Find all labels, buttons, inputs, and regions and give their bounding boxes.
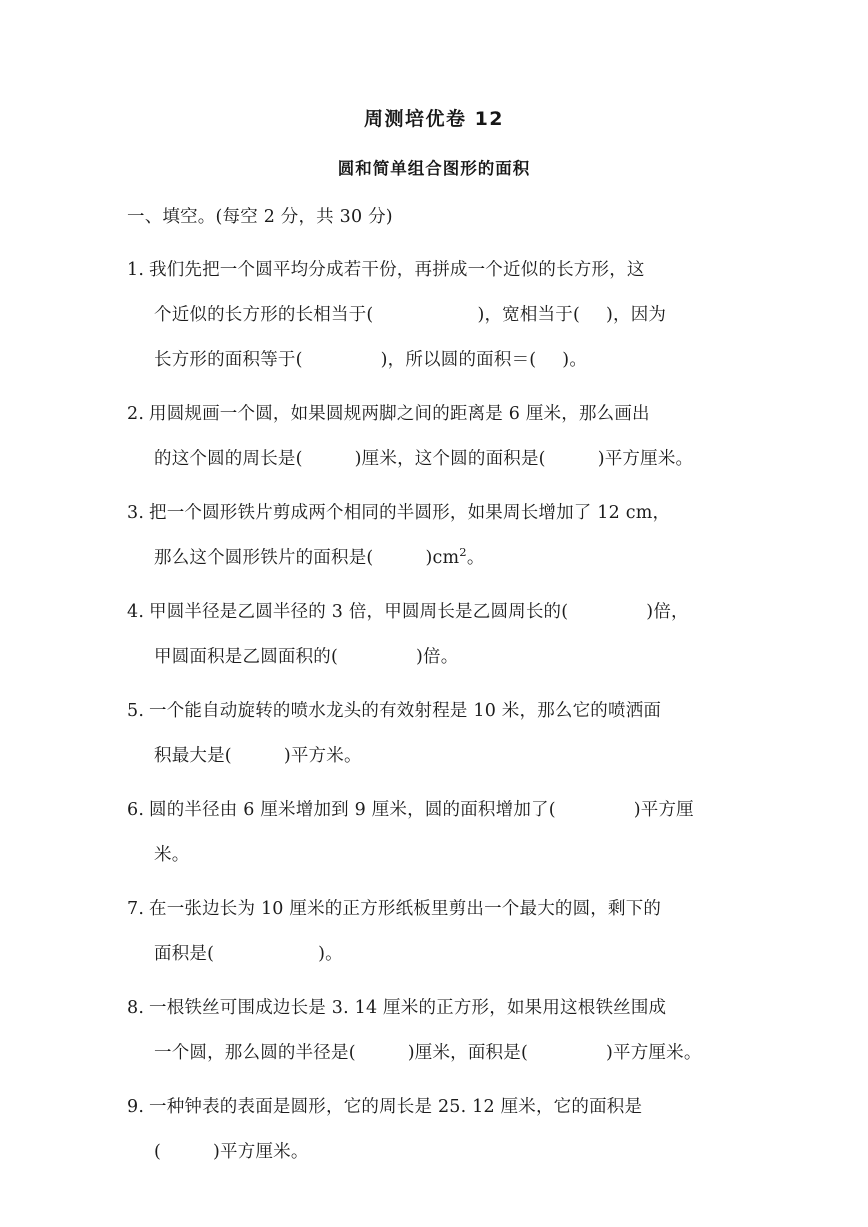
question-text: )厘米，面积是(: [407, 1043, 528, 1064]
page-subtitle: 圆和简单组合图形的面积: [337, 158, 531, 178]
question-text: )。: [562, 350, 588, 371]
question-text: )。: [318, 944, 343, 965]
question-line: [127, 788, 743, 833]
question-text: )倍，: [646, 602, 689, 623]
question-item: [127, 491, 743, 581]
question-text: 。: [466, 548, 485, 569]
question-line: [127, 635, 743, 680]
question-text: )，因为: [606, 305, 667, 326]
question-text: 长方形的面积等于(: [154, 350, 303, 371]
question-line: [127, 338, 743, 383]
question-line: [127, 437, 743, 482]
question-text: 一根铁丝可围成边长是 3. 14 厘米的正方形，如果用这根铁丝围成: [149, 998, 667, 1019]
question-number: 9.: [127, 1097, 145, 1118]
question-text: 圆的半径由 6 厘米增加到 9 厘米，圆的面积增加了(: [149, 800, 556, 821]
question-item: [127, 1085, 743, 1175]
question-line: [127, 1085, 743, 1130]
question-text: 把一个圆形铁片剪成两个相同的半圆形，如果周长增加了 12 cm，: [149, 503, 671, 524]
exam-content: [127, 205, 743, 1184]
question-number: 3.: [127, 503, 145, 524]
question-number: 5.: [127, 701, 145, 722]
question-text: )，宽相当于(: [477, 305, 580, 326]
question-line: [127, 932, 743, 977]
question-line: [127, 689, 743, 734]
question-text: )平方厘米。: [213, 1142, 309, 1163]
question-text: )平方厘米。: [606, 1043, 702, 1064]
question-item: [127, 887, 743, 977]
question-text: )厘米，这个圆的面积是(: [354, 449, 546, 470]
question-line: [127, 590, 743, 635]
question-text: 一个圆，那么圆的半径是(: [154, 1043, 356, 1064]
unit-exponent: 2: [459, 545, 467, 560]
question-text: 积最大是(: [154, 746, 232, 767]
question-number: 2.: [127, 404, 145, 425]
question-line: [127, 293, 743, 338]
question-text: 一个能自动旋转的喷水龙头的有效射程是 10 米，那么它的喷洒面: [149, 701, 662, 722]
question-text: 在一张边长为 10 厘米的正方形纸板里剪出一个最大的圆，剩下的: [149, 899, 662, 920]
question-line: [127, 248, 743, 293]
question-text: 用圆规画一个圆，如果圆规两脚之间的距离是 6 厘米，那么画出: [149, 404, 650, 425]
question-number: 6.: [127, 800, 145, 821]
question-text: )平方厘米。: [597, 449, 694, 470]
question-item: [127, 248, 743, 383]
question-item: [127, 788, 743, 878]
question-text: )平方厘: [633, 800, 694, 821]
page-title: 周测培优卷 12: [363, 108, 505, 130]
question-item: [127, 392, 743, 482]
question-number: 7.: [127, 899, 145, 920]
question-item: [127, 590, 743, 680]
question-line: [127, 392, 743, 437]
question-line: [127, 833, 743, 878]
question-text: 一种钟表的表面是圆形，它的周长是 25. 12 厘米，它的面积是: [149, 1097, 643, 1118]
question-item: [127, 689, 743, 779]
question-text: 那么这个圆形铁片的面积是(: [154, 548, 374, 569]
question-text: (: [154, 1142, 162, 1163]
question-text: )倍。: [416, 647, 459, 668]
question-number: 4.: [127, 602, 145, 623]
question-text: 面积是(: [154, 944, 215, 965]
question-item: [127, 986, 743, 1076]
question-line: [127, 536, 743, 581]
question-line: [127, 887, 743, 932]
question-text: 我们先把一个圆平均分成若干份，再拼成一个近似的长方形，这: [149, 260, 645, 281]
question-number: 1.: [127, 260, 145, 281]
question-text: 个近似的长方形的长相当于(: [154, 305, 374, 326]
question-number: 8.: [127, 998, 145, 1019]
title-block: [0, 108, 868, 179]
question-text: )平方米。: [283, 746, 362, 767]
section-heading-fill-in-blank: 一、填空。(每空 2 分，共 30 分): [127, 207, 393, 227]
question-line: [127, 734, 743, 779]
question-text: 甲圆面积是乙圆面积的(: [154, 647, 339, 668]
question-text: 米。: [154, 845, 190, 866]
question-line: [127, 1031, 743, 1076]
question-line: [127, 986, 743, 1031]
question-line: [127, 491, 743, 536]
question-text: 甲圆半径是乙圆半径的 3 倍，甲圆周长是乙圆周长的(: [149, 602, 569, 623]
question-text: )cm: [425, 548, 460, 569]
question-text: 的这个圆的周长是(: [154, 449, 303, 470]
question-text: )，所以圆的面积＝(: [380, 350, 537, 371]
question-line: [127, 1130, 743, 1175]
